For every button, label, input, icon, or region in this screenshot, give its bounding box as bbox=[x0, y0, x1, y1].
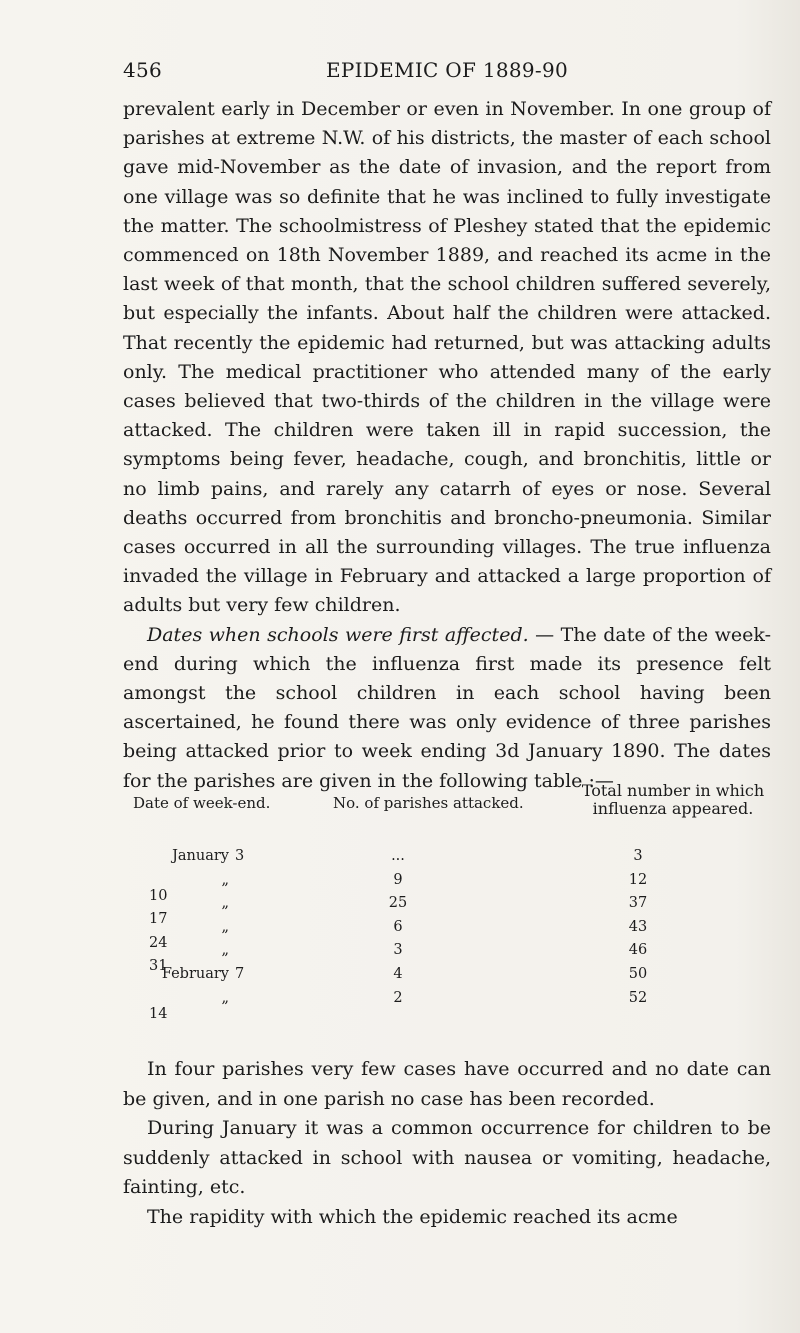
table-header bbox=[123, 780, 771, 848]
table-row bbox=[123, 966, 771, 990]
after-table-text bbox=[123, 1055, 771, 1232]
cell-total: 52 bbox=[628, 989, 648, 1006]
paragraph-5: The rapidity with which the epidemic reached its acme bbox=[147, 1205, 678, 1228]
table-row bbox=[123, 989, 771, 1022]
cell-parishes: 9 bbox=[393, 871, 403, 888]
cell-day: 14 bbox=[149, 1005, 168, 1022]
paragraph-2-text: — The date of the week-end during which the influenza first made its presence felt amongst the school children in each school having been ascertained, he found there was only evidence of three parishes being attacked prior to week ending 3d January 1890. The dates for the parishes are given in the following table :— bbox=[123, 623, 772, 792]
cell-day: 10 bbox=[149, 887, 168, 904]
header-parishes-attacked: No. of parishes attacked. bbox=[333, 794, 524, 812]
cell-total: 37 bbox=[628, 895, 648, 912]
cell-day: 31 bbox=[149, 958, 168, 975]
cell-total: 50 bbox=[628, 965, 648, 982]
header-date-of-week-end: Date of week-end. bbox=[133, 794, 271, 812]
cell-day: 3 bbox=[235, 848, 245, 864]
cell-date bbox=[143, 848, 253, 864]
cell-parishes: 6 bbox=[393, 918, 403, 935]
dates-table bbox=[123, 780, 771, 1022]
page-number: 456 bbox=[123, 58, 163, 82]
paragraph-4: During January it was a common occurrence for children to be suddenly attacked in school with nausea or vomiting, headache, fainting, etc. bbox=[123, 1117, 771, 1198]
paragraph-2 bbox=[123, 621, 771, 796]
cell-month: January bbox=[172, 848, 229, 864]
running-title: EPIDEMIC OF 1889-90 bbox=[325, 58, 569, 82]
cell-parishes: 2 bbox=[393, 989, 403, 1006]
paragraph-1: prevalent early in December or even in November. In one group of parishes at extreme N.W. of his districts, the master of each school gave mid-November as the date of invasion, and the report from one village was so definite that he was inclined to fully investigate the matter. The schoolmistress of Pleshey stated that the epidemic commenced on 18th November 1889, and reached its acme in the last week of that month, that the school children suffered severely, but especially the infants. About half the children were attacked. That recently the epidemic had returned, but was attacking adults only. The medical practitioner who attended many of the early cases believed that two-thirds of the children in the village were attacked. The children were taken ill in rapid succession, the symptoms being fever, headache, cough, and bronchitis, little or no limb pains, and rarely any catarrh of eyes or nose. Several deaths occurred from bronchitis and broncho-pneumonia. Similar cases occurred in all the surrounding villages. The true influenza invaded the village in February and attacked a large proportion of adults but very few children. bbox=[123, 98, 771, 617]
cell-day: 17 bbox=[149, 911, 168, 928]
cell-month: „ bbox=[221, 895, 229, 912]
cell-date bbox=[143, 990, 253, 1022]
paragraph-3: In four parishes very few cases have occurred and no date can be given, and in one parish no case has been recorded. bbox=[123, 1058, 771, 1110]
cell-parishes: 25 bbox=[388, 895, 408, 912]
section-heading-dates: Dates when schools were first affected. bbox=[147, 623, 529, 646]
cell-month: „ bbox=[221, 871, 229, 888]
table-row bbox=[123, 848, 771, 872]
cell-month: „ bbox=[221, 918, 229, 935]
cell-month: „ bbox=[221, 989, 229, 1006]
cell-parishes: 3 bbox=[393, 942, 403, 959]
header-total-line-1: Total number in which bbox=[581, 781, 765, 800]
body-text bbox=[123, 95, 771, 796]
header-total-line-2: influenza appeared. bbox=[592, 799, 754, 818]
cell-total: 43 bbox=[628, 918, 648, 935]
cell-month: February bbox=[161, 965, 229, 982]
cell-day: 24 bbox=[149, 934, 168, 951]
cell-parishes: 4 bbox=[393, 965, 403, 982]
page-header bbox=[123, 52, 771, 92]
cell-month: „ bbox=[221, 942, 229, 959]
header-total-number bbox=[563, 782, 783, 818]
cell-total: 46 bbox=[628, 942, 648, 959]
cell-total: 3 bbox=[633, 848, 643, 864]
cell-date bbox=[143, 966, 253, 982]
cell-total: 12 bbox=[628, 871, 648, 888]
table-body bbox=[123, 848, 771, 1022]
table-row bbox=[123, 918, 771, 951]
cell-day: 7 bbox=[235, 965, 245, 982]
cell-parishes: ... bbox=[391, 848, 405, 864]
